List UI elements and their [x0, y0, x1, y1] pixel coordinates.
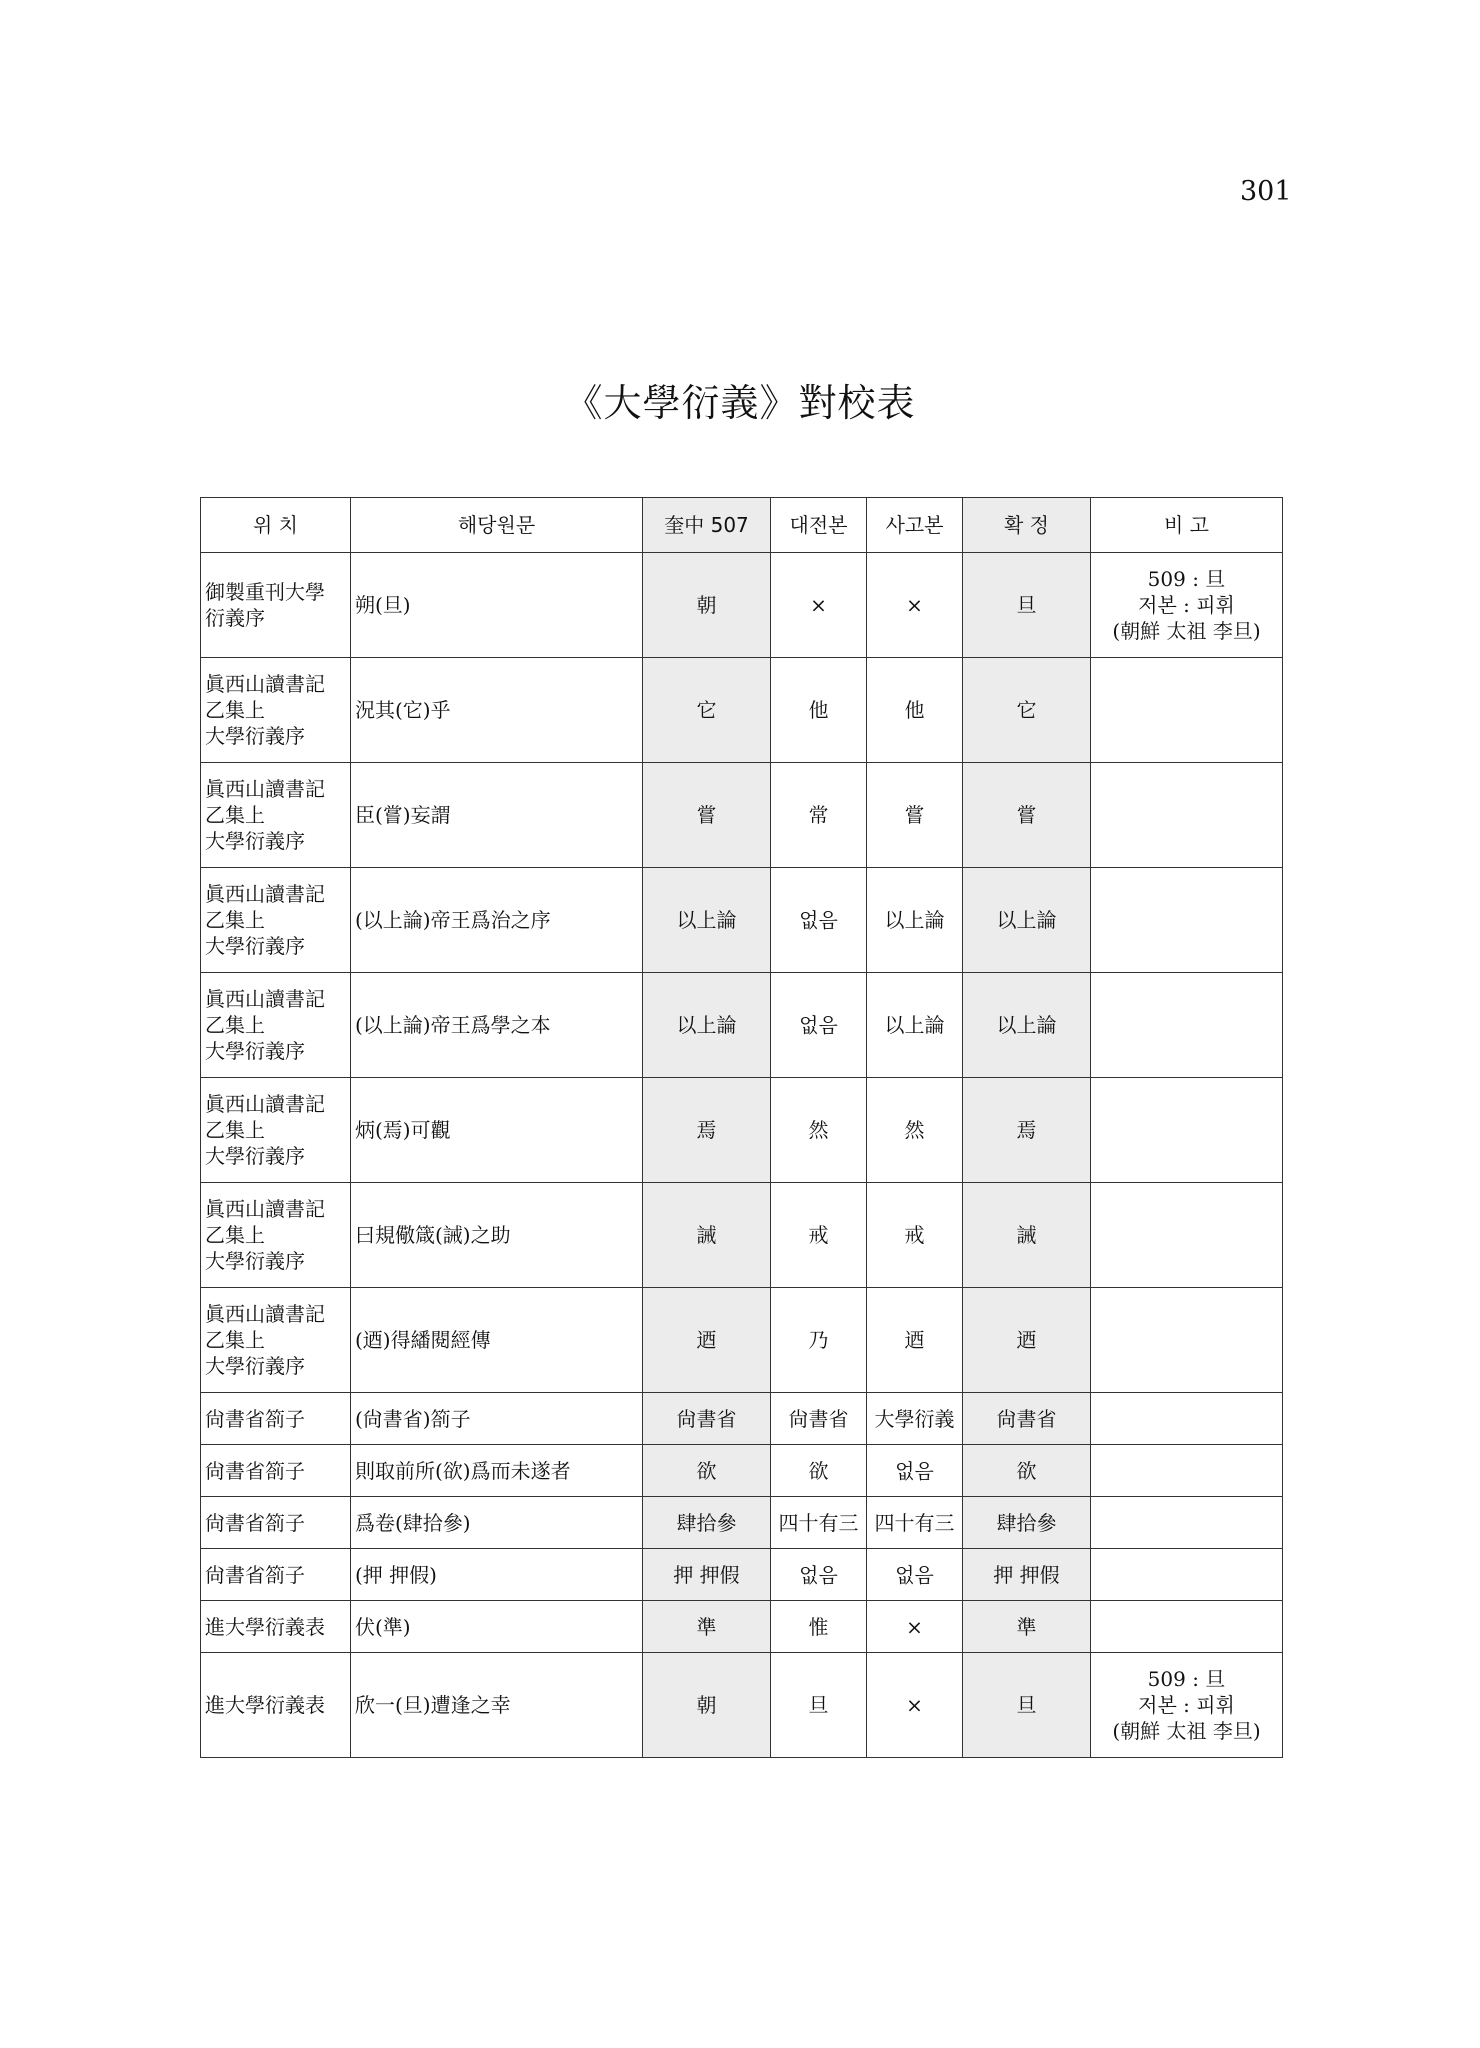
source-text-cell: 則取前所(欲)爲而未遂者: [351, 1445, 643, 1497]
header-note: 비 고: [1091, 498, 1283, 553]
source-text-cell: 曰規儆箴(誡)之助: [351, 1183, 643, 1288]
source-text-cell: (迺)得繙閱經傳: [351, 1288, 643, 1393]
kyu-507-cell: 迺: [643, 1288, 771, 1393]
table-row: [201, 658, 1283, 763]
daejeon-cell: 他: [771, 658, 867, 763]
final-reading-cell: 準: [963, 1601, 1091, 1653]
location-line: 乙集上: [205, 1013, 265, 1037]
final-reading-cell: 它: [963, 658, 1091, 763]
location-line: 衍義序: [205, 606, 265, 630]
daejeon-cell: 戒: [771, 1183, 867, 1288]
location-line: 眞西山讀書記: [205, 1302, 325, 1326]
sago-cell: ×: [867, 1601, 963, 1653]
table-row: [201, 763, 1283, 868]
location-cell: [201, 553, 351, 658]
location-line: 眞西山讀書記: [205, 1197, 325, 1221]
note-cell: [1091, 1183, 1283, 1288]
final-reading-cell: 誡: [963, 1183, 1091, 1288]
table-row: [201, 973, 1283, 1078]
daejeon-cell: 惟: [771, 1601, 867, 1653]
table-row: [201, 1549, 1283, 1601]
page-title: 《大學衍義》對校表: [564, 381, 916, 425]
note-line: 저본 : 피휘: [1138, 593, 1235, 617]
table-header-row: [201, 498, 1283, 553]
location-line: 乙集上: [205, 908, 265, 932]
location-line: 尙書省箚子: [205, 1562, 305, 1587]
source-text-cell: 炳(焉)可觀: [351, 1078, 643, 1183]
daejeon-cell: 없음: [771, 973, 867, 1078]
source-text-cell: 伏(準): [351, 1601, 643, 1653]
source-text-cell: 況其(它)乎: [351, 658, 643, 763]
note-cell: [1091, 1497, 1283, 1549]
source-text-cell: (押 押假): [351, 1549, 643, 1601]
note-line: 509 : 旦: [1147, 567, 1226, 591]
location-line: 進大學衍義表: [205, 1693, 325, 1717]
source-text-cell: (以上論)帝王爲治之序: [351, 868, 643, 973]
location-cell: [201, 1497, 351, 1549]
note-cell: [1091, 1601, 1283, 1653]
sago-cell: 他: [867, 658, 963, 763]
final-reading-cell: 押 押假: [963, 1549, 1091, 1601]
location-line: 乙集上: [205, 698, 265, 722]
note-cell: [1091, 553, 1283, 658]
table-row: [201, 868, 1283, 973]
final-reading-cell: 以上論: [963, 868, 1091, 973]
note-cell: [1091, 658, 1283, 763]
source-text-cell: 爲卷(肆拾參): [351, 1497, 643, 1549]
kyu-507-cell: 以上論: [643, 973, 771, 1078]
kyu-507-cell: 押 押假: [643, 1549, 771, 1601]
sago-cell: ×: [867, 1653, 963, 1758]
location-cell: [201, 1445, 351, 1497]
table-row: [201, 1078, 1283, 1183]
kyu-507-cell: 肆拾參: [643, 1497, 771, 1549]
location-cell: [201, 1653, 351, 1758]
sago-cell: 大學衍義: [867, 1393, 963, 1445]
location-line: 乙集上: [205, 1118, 265, 1142]
location-line: 乙集上: [205, 1223, 265, 1247]
final-reading-cell: 旦: [963, 553, 1091, 658]
header-sago: 사고본: [867, 498, 963, 553]
location-line: 眞西山讀書記: [205, 987, 325, 1011]
location-line: 尙書省箚子: [205, 1406, 305, 1431]
location-line: 大學衍義序: [205, 1354, 305, 1378]
table-row: [201, 1601, 1283, 1653]
table-row: [201, 1445, 1283, 1497]
location-line: 眞西山讀書記: [205, 1092, 325, 1116]
location-line: 尙書省箚子: [205, 1510, 305, 1535]
daejeon-cell: 常: [771, 763, 867, 868]
location-cell: [201, 658, 351, 763]
kyu-507-cell: 它: [643, 658, 771, 763]
collation-table: [200, 497, 1283, 1758]
location-line: 御製重刊大學: [205, 580, 325, 604]
note-line: 저본 : 피휘: [1138, 1693, 1235, 1717]
daejeon-cell: ×: [771, 553, 867, 658]
final-reading-cell: 尙書省: [963, 1393, 1091, 1445]
note-cell: [1091, 973, 1283, 1078]
note-cell: [1091, 1078, 1283, 1183]
location-line: 大學衍義序: [205, 1039, 305, 1063]
daejeon-cell: 旦: [771, 1653, 867, 1758]
kyu-507-cell: 朝: [643, 1653, 771, 1758]
table-row: [201, 1288, 1283, 1393]
location-cell: [201, 1183, 351, 1288]
final-reading-cell: 焉: [963, 1078, 1091, 1183]
daejeon-cell: 乃: [771, 1288, 867, 1393]
kyu-507-cell: 準: [643, 1601, 771, 1653]
daejeon-cell: 欲: [771, 1445, 867, 1497]
header-source-text: 해당원문: [351, 498, 643, 553]
note-cell: [1091, 1288, 1283, 1393]
kyu-507-cell: 欲: [643, 1445, 771, 1497]
note-cell: [1091, 868, 1283, 973]
location-line: 乙集上: [205, 1328, 265, 1352]
table-row: [201, 1653, 1283, 1758]
table-row: [201, 1497, 1283, 1549]
location-cell: [201, 763, 351, 868]
sago-cell: 然: [867, 1078, 963, 1183]
note-cell: [1091, 1549, 1283, 1601]
location-line: 眞西山讀書記: [205, 777, 325, 801]
source-text-cell: 欣一(旦)遭逢之幸: [351, 1653, 643, 1758]
header-kyu-507: 奎中 507: [643, 498, 771, 553]
location-line: 大學衍義序: [205, 829, 305, 853]
source-text-cell: (以上論)帝王爲學之本: [351, 973, 643, 1078]
note-cell: [1091, 1445, 1283, 1497]
note-cell: [1091, 1393, 1283, 1445]
daejeon-cell: 然: [771, 1078, 867, 1183]
location-cell: [201, 1601, 351, 1653]
kyu-507-cell: 以上論: [643, 868, 771, 973]
location-line: 乙集上: [205, 803, 265, 827]
sago-cell: 없음: [867, 1445, 963, 1497]
kyu-507-cell: 朝: [643, 553, 771, 658]
daejeon-cell: 四十有三: [771, 1497, 867, 1549]
location-line: 大學衍義序: [205, 1249, 305, 1273]
final-reading-cell: 以上論: [963, 973, 1091, 1078]
table-row: [201, 1393, 1283, 1445]
sago-cell: 四十有三: [867, 1497, 963, 1549]
location-line: 尙書省箚子: [205, 1458, 305, 1483]
final-reading-cell: 旦: [963, 1653, 1091, 1758]
location-cell: [201, 1549, 351, 1601]
table-body: [201, 553, 1283, 1758]
note-line: 509 : 旦: [1147, 1667, 1226, 1691]
daejeon-cell: 없음: [771, 1549, 867, 1601]
final-reading-cell: 肆拾參: [963, 1497, 1091, 1549]
kyu-507-cell: 尙書省: [643, 1393, 771, 1445]
kyu-507-cell: 嘗: [643, 763, 771, 868]
kyu-507-cell: 誡: [643, 1183, 771, 1288]
sago-cell: 嘗: [867, 763, 963, 868]
location-line: 進大學衍義表: [205, 1614, 325, 1639]
source-text-cell: 臣(嘗)妄謂: [351, 763, 643, 868]
location-line: 眞西山讀書記: [205, 672, 325, 696]
note-cell: [1091, 763, 1283, 868]
sago-cell: 戒: [867, 1183, 963, 1288]
location-line: 大學衍義序: [205, 934, 305, 958]
daejeon-cell: 없음: [771, 868, 867, 973]
note-line: (朝鮮 太祖 李旦): [1112, 1719, 1261, 1743]
note-line: (朝鮮 太祖 李旦): [1112, 619, 1261, 643]
header-daejeon: 대전본: [771, 498, 867, 553]
header-location: 위 치: [201, 498, 351, 553]
source-text-cell: 朔(旦): [351, 553, 643, 658]
final-reading-cell: 欲: [963, 1445, 1091, 1497]
location-cell: [201, 1393, 351, 1445]
table-row: [201, 1183, 1283, 1288]
daejeon-cell: 尙書省: [771, 1393, 867, 1445]
location-line: 大學衍義序: [205, 1144, 305, 1168]
sago-cell: 迺: [867, 1288, 963, 1393]
location-cell: [201, 1288, 351, 1393]
kyu-507-cell: 焉: [643, 1078, 771, 1183]
sago-cell: 없음: [867, 1549, 963, 1601]
note-cell: [1091, 1653, 1283, 1758]
page-number: 301: [1240, 176, 1292, 207]
sago-cell: 以上論: [867, 973, 963, 1078]
location-line: 大學衍義序: [205, 724, 305, 748]
sago-cell: 以上論: [867, 868, 963, 973]
final-reading-cell: 嘗: [963, 763, 1091, 868]
header-final: 확 정: [963, 498, 1091, 553]
location-cell: [201, 973, 351, 1078]
location-line: 眞西山讀書記: [205, 882, 325, 906]
source-text-cell: (尙書省)箚子: [351, 1393, 643, 1445]
location-cell: [201, 1078, 351, 1183]
location-cell: [201, 868, 351, 973]
final-reading-cell: 迺: [963, 1288, 1091, 1393]
table-row: [201, 553, 1283, 658]
sago-cell: ×: [867, 553, 963, 658]
